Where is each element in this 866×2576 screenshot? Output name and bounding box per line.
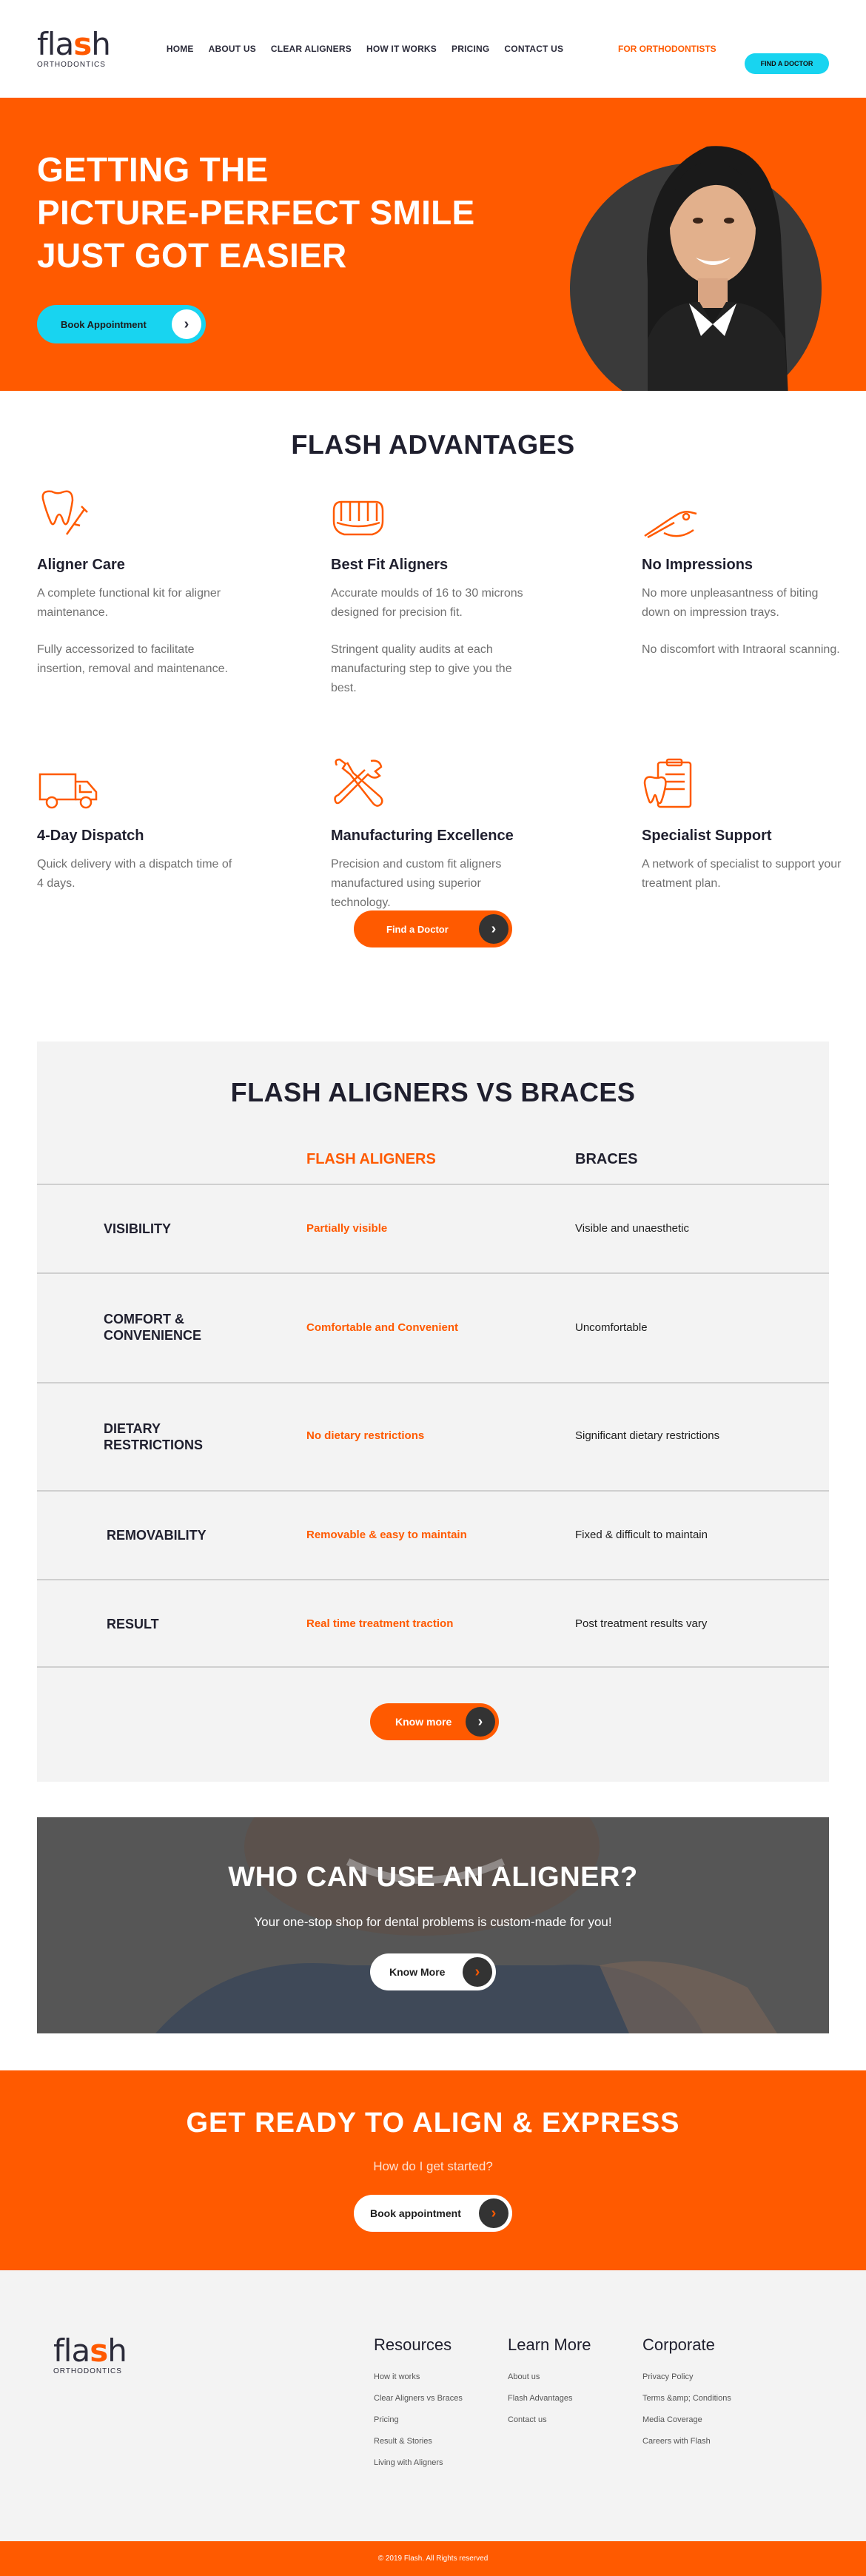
footer-column-title: Learn More [508, 2335, 591, 2354]
aligners-value: Comfortable and Convenient [306, 1321, 459, 1334]
main-nav [167, 44, 563, 54]
advantage-text: Accurate moulds of 16 to 30 microns designed for precision fit. [331, 587, 523, 619]
button-label: Book appointment [370, 2207, 461, 2219]
chevron-right-icon: › [479, 2198, 508, 2228]
book-appointment-button[interactable] [37, 305, 206, 343]
aligners-value: Partially visible [306, 1222, 388, 1235]
advantage-text: A complete functional kit for aligner maintenance. [37, 587, 221, 619]
footer-link[interactable]: Careers with Flash [642, 2437, 711, 2446]
advantage-text: Fully accessorized to facilitate insertion, removal and maintenance. [37, 643, 228, 675]
logo-subtitle: ORTHODONTICS [53, 2367, 122, 2375]
advantage-text: Precision and custom fit aligners manufactured using superior technology. [331, 858, 502, 909]
footer-column-learn-more [508, 2335, 591, 2437]
footer-link[interactable]: Contact us [508, 2415, 547, 2424]
feature-label: RESULT [107, 1617, 159, 1631]
braces-value: Visible and unaesthetic [575, 1222, 689, 1235]
nav-about-us[interactable]: ABOUT US [208, 44, 256, 54]
logo-subtitle: ORTHODONTICS [37, 61, 106, 69]
advantage-text: No more unpleasantness of biting down on impression trays. [642, 587, 819, 619]
copyright-text: © 2019 Flash. All Rights reserved [377, 2555, 489, 2563]
feature-label: REMOVABILITY [107, 1528, 207, 1543]
footer-link[interactable]: About us [508, 2372, 540, 2381]
cta-subtitle: How do I get started? [373, 2159, 493, 2173]
hero-title [37, 148, 475, 277]
footer-link[interactable]: How it works [374, 2372, 420, 2381]
footer-link[interactable]: Media Coverage [642, 2415, 702, 2424]
advantage-card [642, 489, 842, 660]
advantages-grid [0, 460, 866, 993]
aligners-value: No dietary restrictions [306, 1429, 425, 1442]
button-label: Find a Doctor [386, 923, 449, 935]
braces-value: Fixed & difficult to maintain [575, 1529, 708, 1541]
logo[interactable] [37, 26, 110, 69]
cta-banner [0, 2070, 866, 2270]
nav-how-it-works[interactable]: HOW IT WORKS [366, 44, 437, 54]
feature-label: COMFORT & CONVENIENCE [104, 1312, 202, 1343]
site-footer [0, 2270, 866, 2541]
nav-clear-aligners[interactable]: CLEAR ALIGNERS [270, 44, 352, 54]
braces-value: Post treatment results vary [575, 1617, 708, 1630]
logo-wordmark: flash [37, 26, 110, 62]
nav-contact-us[interactable]: CONTACT US [504, 44, 564, 54]
feature-label: DIETARY RESTRICTIONS [104, 1421, 204, 1452]
advantages-title: FLASH ADVANTAGES [291, 429, 575, 460]
tooth-care-icon [37, 489, 237, 540]
find-doctor-button[interactable]: FIND A DOCTOR [745, 53, 829, 74]
smiling-woman-image [618, 117, 803, 391]
advantage-title: Best Fit Aligners [331, 557, 449, 573]
who-title: WHO CAN USE AN ALIGNER? [228, 1862, 638, 1893]
copyright-bar [0, 2541, 866, 2576]
site-header [0, 0, 866, 98]
footer-link[interactable]: Terms &amp; Conditions [642, 2394, 731, 2403]
cta-title: GET READY TO ALIGN & EXPRESS [186, 2107, 680, 2139]
scanner-icon [642, 489, 842, 540]
advantage-card [642, 759, 842, 893]
footer-column-title: Corporate [642, 2335, 715, 2354]
aligners-value: Removable & easy to maintain [306, 1529, 467, 1541]
advantage-text: A network of specialist to support your treatment plan. [642, 858, 842, 890]
button-label: Book Appointment [61, 318, 147, 330]
footer-link[interactable]: Clear Aligners vs Braces [374, 2394, 463, 2403]
footer-column-title: Resources [374, 2335, 452, 2354]
comparison-row [37, 1185, 829, 1272]
comparison-row [37, 1580, 829, 1666]
hero-title-line: JUST GOT EASIER [37, 236, 347, 275]
advantage-text: Quick delivery with a dispatch time of 4 days. [37, 858, 232, 890]
chevron-right-icon: › [172, 309, 201, 339]
chevron-right-icon: › [479, 914, 508, 944]
logo-wordmark: flash [53, 2332, 127, 2369]
comparison-row [37, 1383, 829, 1490]
divider [37, 1666, 829, 1668]
nav-pricing[interactable]: PRICING [452, 44, 490, 54]
footer-link[interactable]: Living with Aligners [374, 2458, 443, 2467]
hero-banner [0, 98, 866, 391]
footer-link[interactable]: Pricing [374, 2415, 399, 2424]
footer-column-resources [374, 2335, 463, 2480]
button-label: Know More [389, 1966, 446, 1978]
clipboard-tooth-icon [642, 759, 842, 811]
comparison-row [37, 1492, 829, 1579]
hero-title-line: GETTING THE [37, 150, 269, 189]
footer-column-corporate [642, 2335, 731, 2458]
footer-logo[interactable] [53, 2332, 127, 2375]
who-subtitle: Your one-stop shop for dental problems is custom-made for you! [254, 1915, 612, 1929]
find-a-doctor-button[interactable] [354, 910, 512, 947]
braces-column-header: BRACES [575, 1151, 638, 1167]
footer-link[interactable]: Result & Stories [374, 2437, 432, 2446]
advantage-card [331, 489, 531, 698]
comparison-title: FLASH ALIGNERS VS BRACES [230, 1077, 636, 1107]
comparison-section [37, 1042, 829, 1782]
braces-value: Significant dietary restrictions [575, 1429, 720, 1442]
book-appointment-button[interactable] [354, 2195, 512, 2232]
advantage-title: Aligner Care [37, 557, 125, 573]
aligners-value: Real time treatment traction [306, 1617, 454, 1630]
advantage-card [37, 759, 237, 893]
advantage-text: No discomfort with Intraoral scanning. [642, 643, 840, 656]
advantage-title: No Impressions [642, 557, 753, 573]
advantage-title: 4-Day Dispatch [37, 828, 144, 844]
advantage-title: Specialist Support [642, 828, 772, 844]
chevron-right-icon: › [466, 1707, 495, 1737]
nav-home[interactable]: HOME [166, 44, 194, 54]
aligner-tray-icon [331, 489, 531, 540]
advantage-card [331, 759, 531, 913]
button-label: Know more [395, 1716, 452, 1728]
braces-value: Uncomfortable [575, 1321, 648, 1334]
aligners-column-header: FLASH ALIGNERS [306, 1151, 436, 1167]
footer-link[interactable]: Privacy Policy [642, 2372, 694, 2381]
hero-title-line: PICTURE-PERFECT SMILE [37, 193, 475, 232]
chevron-right-icon: › [463, 1957, 492, 1987]
know-more-button[interactable] [370, 1703, 499, 1740]
tools-icon [331, 759, 531, 811]
advantage-title: Manufacturing Excellence [331, 828, 514, 844]
advantage-card [37, 489, 237, 679]
for-orthodontists-link[interactable]: FOR ORTHODONTISTS [618, 44, 716, 54]
know-more-button[interactable] [370, 1953, 496, 1990]
truck-icon [37, 759, 237, 811]
footer-link[interactable]: Flash Advantages [508, 2394, 573, 2403]
feature-label: VISIBILITY [104, 1221, 172, 1236]
who-can-use-banner [37, 1817, 829, 2033]
advantage-text: Stringent quality audits at each manufacturing step to give you the best. [331, 643, 512, 694]
comparison-row [37, 1274, 829, 1382]
